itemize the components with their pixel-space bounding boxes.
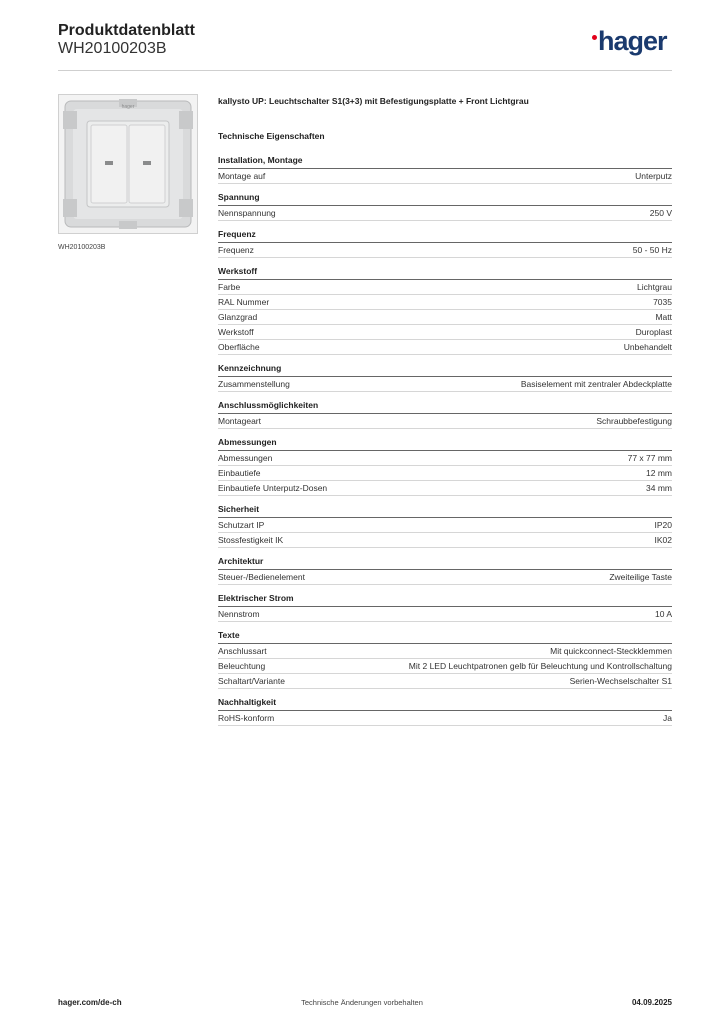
spec-label: Werkstoff	[218, 327, 254, 337]
section-title: Frequenz	[218, 229, 672, 243]
spec-label: Nennspannung	[218, 208, 276, 218]
section-title: Nachhaltigkeit	[218, 697, 672, 711]
spec-label: Einbautiefe Unterputz-Dosen	[218, 483, 328, 493]
footer-date: 04.09.2025	[631, 998, 672, 1007]
spec-value: Ja	[663, 713, 672, 723]
spec-label: Farbe	[218, 282, 241, 292]
spec-value: Serien-Wechselschalter S1	[569, 676, 672, 686]
page-title: Produktdatenblatt	[58, 22, 195, 39]
spec-section	[218, 556, 672, 585]
spec-value: 34 mm	[646, 483, 672, 493]
spec-label: Oberfläche	[218, 342, 260, 352]
spec-label: Einbautiefe	[218, 468, 261, 478]
header-divider	[58, 70, 672, 71]
spec-value: 250 V	[649, 208, 672, 218]
spec-label: Zusammenstellung	[218, 379, 290, 389]
spec-value: 10 A	[654, 609, 672, 619]
spec-label: Schaltart/Variante	[218, 676, 285, 686]
spec-label: Stossfestigkeit IK	[218, 535, 284, 545]
spec-value: Duroplast	[635, 327, 672, 337]
logo-text: hager	[598, 26, 667, 56]
spec-value: Matt	[655, 312, 672, 322]
hager-logo	[592, 26, 667, 57]
spec-value: Mit 2 LED Leuchtpatronen gelb für Beleuchtung und Kontrollschaltung	[408, 661, 672, 671]
spec-value: IP20	[654, 520, 672, 530]
spec-table	[218, 155, 672, 734]
section-title: Architektur	[218, 556, 672, 570]
spec-row	[218, 280, 672, 295]
spec-label: Abmessungen	[218, 453, 273, 463]
spec-label: Montage auf	[218, 171, 266, 181]
spec-row	[218, 243, 672, 258]
spec-row	[218, 206, 672, 221]
section-title: Installation, Montage	[218, 155, 672, 169]
spec-value: Lichtgrau	[637, 282, 672, 292]
spec-row	[218, 644, 672, 659]
spec-row	[218, 310, 672, 325]
spec-value: Basiselement mit zentraler Abdeckplatte	[520, 379, 672, 389]
section-title: Sicherheit	[218, 504, 672, 518]
section-title: Texte	[218, 630, 672, 644]
spec-row	[218, 169, 672, 184]
spec-row	[218, 607, 672, 622]
spec-row	[218, 659, 672, 674]
section-title: Abmessungen	[218, 437, 672, 451]
light-switch-icon	[59, 95, 197, 233]
section-title: Spannung	[218, 192, 672, 206]
spec-label: RoHS-konform	[218, 713, 275, 723]
spec-value: Unbehandelt	[623, 342, 672, 352]
spec-section	[218, 697, 672, 726]
product-title: kallysto UP: Leuchtschalter S1(3+3) mit Befestigungsplatte + Front Lichtgrau	[218, 96, 529, 106]
spec-row	[218, 711, 672, 726]
product-image	[58, 94, 198, 234]
spec-heading: Technische Eigenschaften	[218, 131, 325, 141]
spec-section	[218, 266, 672, 355]
spec-label: Beleuchtung	[218, 661, 266, 671]
image-brand-label: hager	[121, 104, 135, 110]
spec-value: Mit quickconnect-Steckklemmen	[550, 646, 672, 656]
spec-row	[218, 533, 672, 548]
spec-value: Schraubbefestigung	[596, 416, 672, 426]
spec-row	[218, 481, 672, 496]
spec-row	[218, 466, 672, 481]
spec-row	[218, 340, 672, 355]
spec-label: Schutzart IP	[218, 520, 265, 530]
spec-row	[218, 377, 672, 392]
spec-section	[218, 504, 672, 548]
spec-row	[218, 518, 672, 533]
footer-website[interactable]: hager.com/de-ch	[58, 998, 122, 1007]
footer-disclaimer: Technische Änderungen vorbehalten	[301, 998, 423, 1007]
section-title: Werkstoff	[218, 266, 672, 280]
spec-label: Anschlussart	[218, 646, 267, 656]
spec-row	[218, 414, 672, 429]
spec-section	[218, 229, 672, 258]
spec-label: RAL Nummer	[218, 297, 270, 307]
spec-value: Zweiteilige Taste	[609, 572, 672, 582]
spec-label: Montageart	[218, 416, 261, 426]
spec-label: Frequenz	[218, 245, 254, 255]
article-number: WH20100203B	[58, 40, 167, 57]
spec-value: IK02	[654, 535, 672, 545]
spec-row	[218, 451, 672, 466]
spec-section	[218, 437, 672, 496]
spec-section	[218, 593, 672, 622]
spec-value: 77 x 77 mm	[627, 453, 672, 463]
spec-section	[218, 363, 672, 392]
spec-label: Glanzgrad	[218, 312, 258, 322]
spec-section	[218, 192, 672, 221]
section-title: Kennzeichnung	[218, 363, 672, 377]
spec-row	[218, 295, 672, 310]
section-title: Elektrischer Strom	[218, 593, 672, 607]
spec-value: 12 mm	[646, 468, 672, 478]
spec-row	[218, 325, 672, 340]
logo-dot-icon	[592, 35, 597, 40]
spec-row	[218, 570, 672, 585]
spec-value: 7035	[653, 297, 672, 307]
spec-row	[218, 674, 672, 689]
image-caption: WH20100203B	[58, 244, 106, 251]
spec-section	[218, 630, 672, 689]
spec-section	[218, 400, 672, 429]
spec-label: Nennstrom	[218, 609, 260, 619]
section-title: Anschlussmöglichkeiten	[218, 400, 672, 414]
spec-value: Unterputz	[635, 171, 672, 181]
spec-section	[218, 155, 672, 184]
spec-label: Steuer-/Bedienelement	[218, 572, 305, 582]
spec-value: 50 - 50 Hz	[632, 245, 672, 255]
